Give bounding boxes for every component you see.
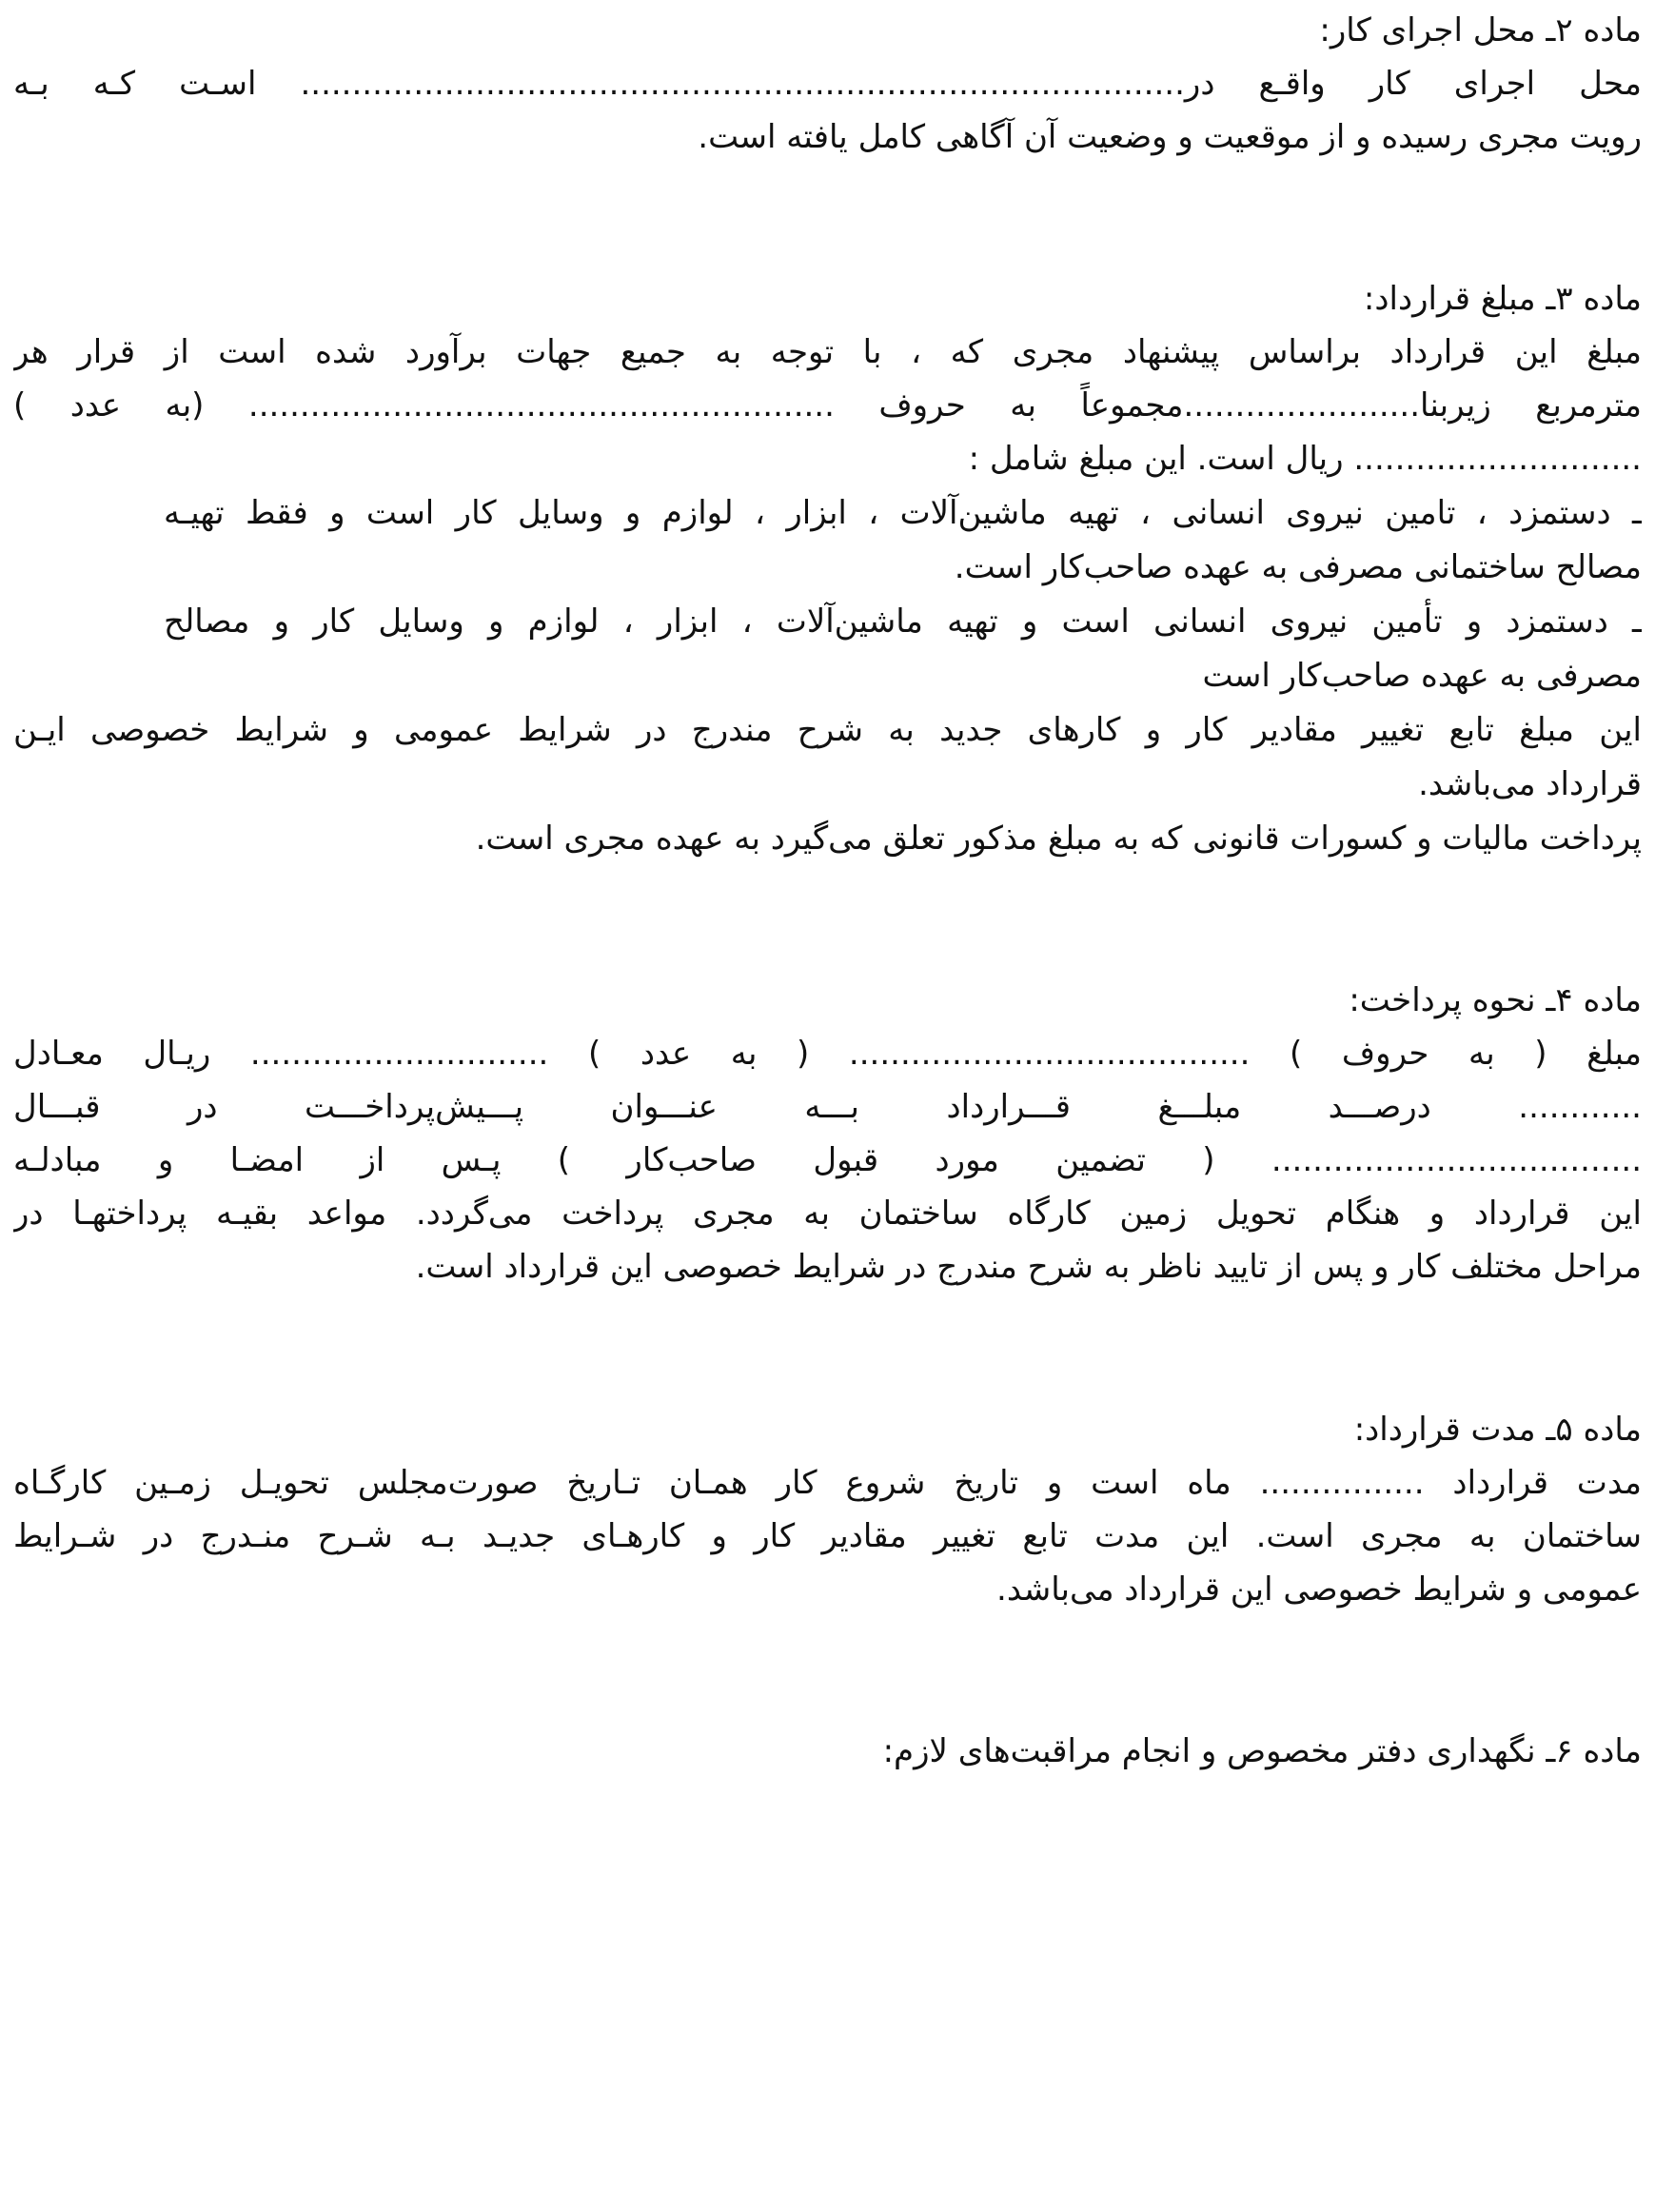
option-line: ـ دستمزد ، تامین نیروی انسانی ، تهیه ماشین‌آلات ، ابزار ، لوازم و وسایل کار است و فقط تهیـه [164,494,1642,532]
paragraph-line: مصرفی به عهده صاحب‌کار است [1202,657,1642,695]
paragraph-line: ساختمان به مجری است. این مدت تابع تغییر مقادیر کار و کارهـای جدیـد بـه شـرح منـدرج در شـرایط [13,1517,1642,1555]
paragraph-line: قرارداد می‌باشد. [1418,765,1642,803]
paragraph-line: این مبلغ تابع تغییر مقادیر کار و کارهای جدید به شرح مندرج در شرایط عمومی و شرایط خصوصی ایـن [13,711,1642,749]
article-5-heading: ماده ۵ـ مدت قرارداد: [1353,1411,1642,1449]
paragraph-line: مصالح ساختمانی مصرفی به عهده صاحب‌کار است. [954,548,1642,586]
paragraph-line: ............................ ریال است. این مبلغ شامل : [968,440,1642,478]
paragraph-line: مراحل مختلف کار و پس از تایید ناظر به شرح مندرج در شرایط خصوصی این قرارداد است. [415,1248,1642,1286]
paragraph-line: مبلغ این قرارداد براساس پیشنهاد مجری که ، با توجه به جمیع جهات برآورد شده است از قرار هر [13,333,1642,371]
paragraph-line: مبلغ ( به حروف ) ....................................... ( به عدد ) ............................. ریـال معـادل [13,1035,1642,1073]
article-2-heading: ماده ۲ـ محل اجرای کار: [1319,11,1642,49]
paragraph-line: رویت مجری رسیده و از موقعیت و وضعیت آن آگاهی کامل یافته است. [698,118,1642,156]
paragraph-line: مترمربع زیربنا.......................مجموعاً به حروف ......................................................... (به عدد ) [13,386,1642,425]
paragraph-line: مدت قرارداد ................ ماه است و تاریخ شروع کار همـان تـاریخ صورت‌مجلس تحویـل زمـین کارگـاه [13,1464,1642,1502]
paragraph-line: ............ درصـــد مبلـــغ قـــرارداد بـــه عنـــوان پـــیش‌پرداخـــت در قبـــال [13,1088,1642,1126]
paragraph-line: محل اجرای کار واقـع در...................................................................................... اسـت کـه بـه [13,65,1642,103]
article-3-heading: ماده ۳ـ مبلغ قرارداد: [1363,280,1642,318]
article-6-heading: ماده ۶ـ نگهداری دفتر مخصوص و انجام مراقبت‌های لازم: [882,1732,1642,1770]
paragraph-line: پرداخت مالیات و کسورات قانونی که به مبلغ مذکور تعلق می‌گیرد به عهده مجری است. [475,820,1642,858]
article-4-heading: ماده ۴ـ نحوه پرداخت: [1349,981,1642,1019]
paragraph-line: .................................... ( تضمین مورد قبول صاحب‌کار ) پـس از امضـا و مبادلـه [13,1141,1642,1179]
option-line: ـ دستمزد و تأمین نیروی انسانی است و تهیه ماشین‌آلات ، ابزار ، لوازم و وسایل کار و مصالح [164,602,1642,641]
paragraph-line: عمومی و شرایط خصوصی این قرارداد می‌باشد. [996,1570,1642,1609]
paragraph-line: این قرارداد و هنگام تحویل زمین کارگاه ساختمان به مجری پرداخت می‌گردد. مواعد بقیـه پرداختهـا در [13,1195,1642,1233]
